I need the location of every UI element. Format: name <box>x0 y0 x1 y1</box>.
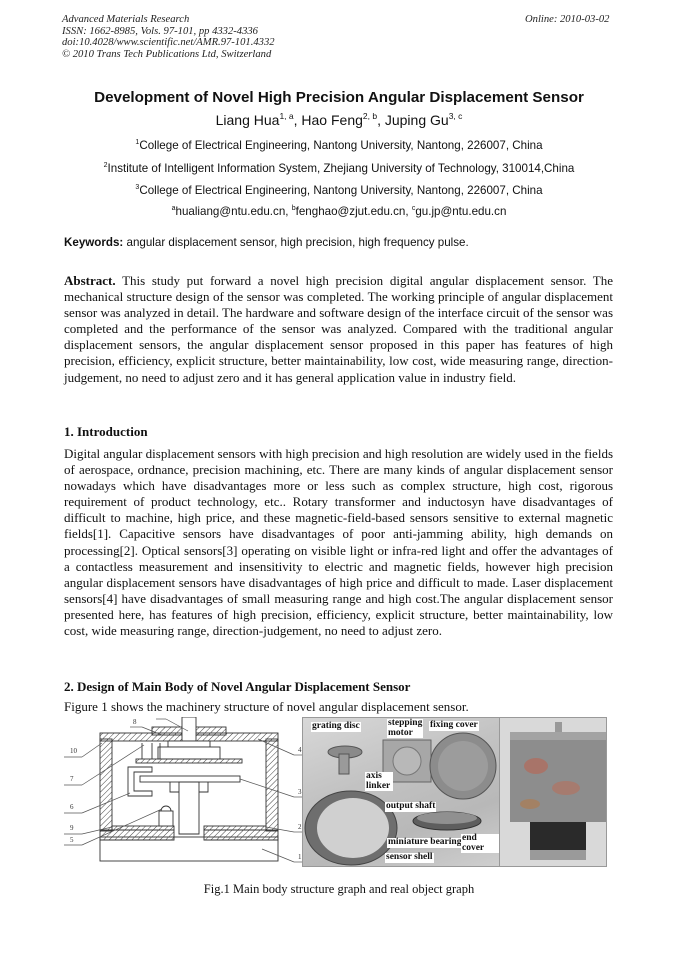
keywords-text: angular displacement sensor, high precision, high frequency pulse. <box>123 236 469 249</box>
part-label-1: 1 <box>298 853 302 861</box>
affiliation-text: Institute of Intelligent Information System, Zhejiang University of Technology, 310014,China <box>107 162 575 175</box>
part-label-3: 3 <box>298 788 302 796</box>
affiliation <box>0 162 678 175</box>
email-sup: b <box>291 205 296 212</box>
base-plate <box>100 837 278 861</box>
abstract-text: This study put forward a novel high precision digital angular displacement sensor. The mechanical structure design of the sensor was completed. The working principle of angular displacement sensor was analyzed in detail. The hardware and software design of the interface circuit of the sensor was completed and the performance of the sensor was analyzed. Compared with the traditional angular displacement sensors, the angular displacement sensor proposed in this paper has features of high precision, efficiency, explicit structure, better maintainability, low cost, wide measuring range, direction-judgement, no need to adjust zero and it has general application value in industry field. <box>64 273 613 385</box>
part-label-8: 8 <box>133 718 137 726</box>
affiliation-text: College of Electrical Engineering, Nantong University, Nantong, 226007, China <box>139 139 543 152</box>
issn-line: ISSN: 1662-8985, Vols. 97-101, pp 4332-4336 <box>62 25 258 37</box>
part-label-4: 4 <box>298 746 302 754</box>
section-heading: 1. Introduction <box>64 424 148 439</box>
affiliation <box>0 184 678 197</box>
assembled-sensor-photo <box>499 717 607 867</box>
photo-label-sensor-shell: sensor shell <box>386 852 433 862</box>
abstract <box>64 273 613 386</box>
photo-label-miniature-bearing: miniature bearing <box>388 837 462 847</box>
journal-header <box>62 14 275 60</box>
affiliation-sup: 1 <box>135 139 140 146</box>
affiliation-text: College of Electrical Engineering, Nantong University, Nantong, 226007, China <box>139 184 543 197</box>
rotor-disc <box>140 776 240 782</box>
photo-label-fixing-cover: fixing cover <box>430 720 478 730</box>
part-label-5: 5 <box>70 836 74 844</box>
copyright-line: © 2010 Trans Tech Publications Ltd, Switzerland <box>62 48 272 60</box>
grating-disc <box>136 759 242 763</box>
part-label-9: 9 <box>70 824 74 832</box>
author-sup: 1, a <box>279 111 294 121</box>
affiliation <box>0 139 678 152</box>
part-label-2: 2 <box>298 823 302 831</box>
part-label-10: 10 <box>70 747 77 755</box>
email-link[interactable]: fenghao@zjut.edu.cn, <box>295 205 412 218</box>
author-name: Liang Hua <box>215 112 280 128</box>
section-heading: 2. Design of Main Body of Novel Angular Displacement Sensor <box>64 679 411 694</box>
author-sup: 3, c <box>448 111 463 121</box>
email-sup: c <box>411 205 416 212</box>
section-body: Figure 1 shows the machinery structure of novel angular displacement sensor. <box>64 699 469 714</box>
assembled-sensor-art <box>500 718 606 866</box>
photo-label-output-shaft: output shaft <box>386 801 436 811</box>
author-sup: 2, b <box>362 111 378 121</box>
author-name: Hao Feng <box>301 112 363 128</box>
keywords-label: Keywords: <box>64 236 124 249</box>
right-wall <box>266 739 278 831</box>
part-label-11 <box>160 717 167 719</box>
author-name: Juping Gu <box>384 112 449 128</box>
online-date: Online: 2010-03-02 <box>525 14 610 25</box>
paper-title: Development of Novel High Precision Angular Displacement Sensor <box>94 89 584 106</box>
affiliation-sup: 3 <box>135 184 140 191</box>
abstract-label: Abstract. <box>64 273 116 288</box>
left-wall <box>100 739 112 831</box>
part-label-7: 7 <box>70 775 74 783</box>
journal-name: Advanced Materials Research <box>62 14 190 25</box>
photo-label-axis-linker: axis linker <box>365 772 393 791</box>
figure-caption: Fig.1 Main body structure graph and real object graph <box>203 882 475 896</box>
photo-label-stepping-motor: stepping motor <box>388 718 423 738</box>
keywords <box>64 236 469 249</box>
author-list: Liang Hua$^{1, a}$, Hao Feng$^{2, b}$, Juping Gu$^{3, c}$ <box>215 111 463 128</box>
email-list <box>0 205 678 218</box>
affiliation-sup: 2 <box>103 162 108 169</box>
email-sup: a <box>171 205 176 212</box>
part-label-6: 6 <box>70 803 74 811</box>
email-link[interactable]: gu.jp@ntu.edu.cn <box>415 205 507 218</box>
photo-label-grating-disc: grating disc <box>312 721 360 731</box>
email-link[interactable]: hualiang@ntu.edu.cn, <box>175 205 292 218</box>
structure-drawing-svg <box>62 717 310 865</box>
structure-drawing <box>62 717 310 865</box>
photo-label-end-cover: end cover <box>461 834 499 853</box>
section-body: Digital angular displacement sensors with high precision and high resolution are widely used in the fields of aerospace, ordnance, precision machining, etc. There are many kinds of angular displacement sensor nowadays which have disadvantages more or less such as complex structure, high cost, rigorous requirement of product technology, etc.. Rotary transformer and inductosyn have disadvantages of difficult to machine, high price, and these magnetic-field-based sensors sensitive to external magnetic fields[1]. Capacitive sensors have disadvantages of poor anti-jamming ability, high demands on processing[2]. Optical sensors[3] operating on visible light or infra-red light and offer the advantages of a contactless measurement and insensitivity to electric and magnetic fields, however high precision angular displacement sensors have disadvantages of high price and difficult to made. Laser displacement sensors[4] have disadvantages of small measuring range and high cost.The angular displacement sensor presented here, has features of high precision, efficiency, explicit structure, better maintainability, low cost, wide measuring range, direction-judgement, no need to adjust zero. <box>64 446 613 639</box>
parts-photo <box>302 717 500 867</box>
doi-line: doi:10.4028/www.scientific.net/AMR.97-101.4332 <box>62 37 275 48</box>
